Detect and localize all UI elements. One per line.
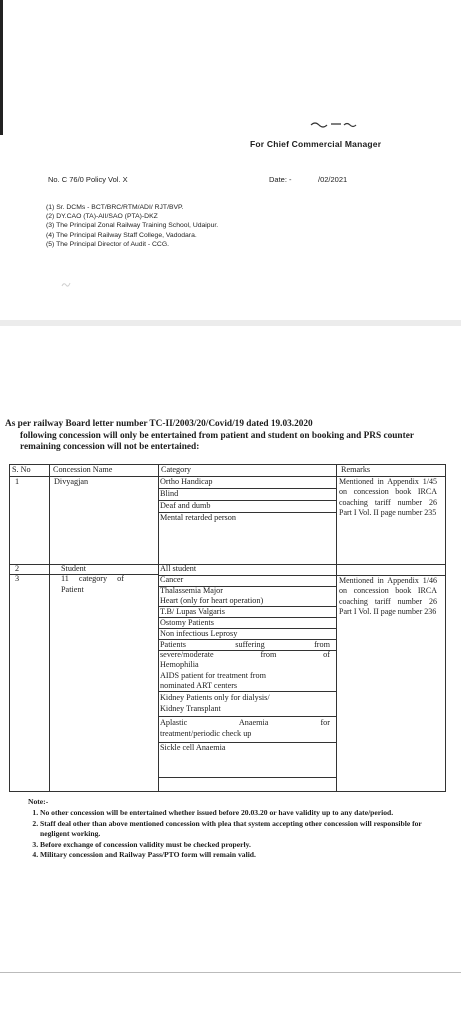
row3-category — [160, 640, 330, 651]
scan-bottom-edge — [0, 972, 461, 973]
header-concession-name: Concession Name — [53, 465, 113, 474]
row2-category: All student — [160, 564, 197, 573]
row1-category: Mental retarded person — [160, 513, 236, 522]
row3-category: Kidney Transplant — [160, 704, 221, 713]
recipient-item: (1) Sr. DCMs - BCT/BRC/RTM/ADI/ RJT/BVP. — [46, 204, 184, 211]
note-item: 4. Military concession and Railway Pass/PTO form will remain valid. — [40, 850, 452, 860]
intro-paragraph — [5, 419, 450, 454]
signature-scrawl — [309, 120, 361, 128]
header-sno: S. No — [12, 465, 31, 474]
note-item: 2. Staff deal other than above mentioned concession with plea that system accepting other concession will responsible for negligent working. — [40, 819, 452, 840]
scan-edge-mark — [0, 0, 3, 135]
letter-page-bottom — [0, 326, 461, 1024]
notes-section — [22, 797, 452, 860]
row3-category: Kidney Patients only for dialysis/ — [160, 693, 270, 702]
row3-category: Cancer — [160, 575, 184, 584]
row1-sno: 1 — [15, 477, 20, 486]
recipient-item: (4) The Principal Railway Staff College, Vadodara. — [46, 231, 197, 239]
row1-category: Ortho Handicap — [160, 477, 213, 486]
row3-category: Hemophilia — [160, 660, 199, 669]
row3-category: Non infectious Leprosy — [160, 629, 238, 638]
letter-page-top — [0, 0, 461, 320]
row3-category: AIDS patient for treatment from — [160, 671, 266, 680]
recipient-item: (5) The Principal Director of Audit - CCG. — [46, 240, 170, 248]
row3-category — [160, 650, 330, 661]
row3-category-text: Aplastic Anaemia for — [160, 718, 330, 727]
row3-category — [160, 718, 330, 729]
row1-name: Divyagjan — [54, 477, 89, 486]
row1-category: Blind — [160, 489, 179, 498]
row3-category: T.B/ Lupas Valgaris — [160, 607, 225, 616]
row3-category: Sickle cell Anaemia — [160, 743, 226, 752]
note-item: 1. No other concession will be entertained whether issued before 20.03.20 or have validity up to any date/period. — [40, 808, 452, 818]
date-value: /02/2021 — [318, 175, 348, 184]
row3-sno: 3 — [15, 574, 20, 583]
note-item: 3. Before exchange of concession validity must be checked properly. — [40, 840, 452, 850]
header-category: Category — [161, 465, 192, 474]
row3-category: nominated ART centers — [160, 681, 238, 690]
row2-name: Student — [61, 564, 87, 573]
scan-smudge — [60, 280, 72, 290]
recipient-item: (2) DY.CAO (TA)-AII/SAO (PTA)-DKZ — [46, 213, 158, 221]
row1-category: Deaf and dumb — [160, 501, 211, 510]
row3-category: Ostomy Patients — [160, 618, 214, 627]
row3-category: Heart (only for heart operation) — [160, 596, 264, 605]
signatory-line: For Chief Commercial Manager — [250, 139, 382, 149]
row2-sno: 2 — [15, 564, 20, 573]
concession-table — [9, 464, 446, 791]
intro-line-1: As per railway Board letter number TC-II/2003/20/Covid/19 dated 19.03.2020 — [5, 419, 313, 429]
notes-heading: Note:- — [28, 797, 49, 806]
row3-category-text: Patients suffering from — [160, 640, 330, 649]
row3-name: 11 category of — [61, 574, 124, 583]
header-remarks: Remarks — [341, 465, 371, 474]
row3-category: Thalassemia Major — [160, 586, 223, 595]
date-label: Date: - — [269, 175, 292, 184]
row3-name-line2: Patient — [61, 585, 84, 594]
row3-category-text: severe/moderate from of — [160, 650, 330, 659]
recipient-list — [46, 203, 218, 249]
intro-line-rest: following concession will only be entertained from patient and student on booking and PRS counter remaining concession will not be entertained: — [20, 430, 414, 452]
row1-remarks: Mentioned in Appendix 1/45 on concession book IRCA coaching tariff number 26 Part I Vol. II page number 235 — [339, 477, 437, 518]
row3-remarks: Mentioned in Appendix 1/46 on concession book IRCA coaching tariff number 26 Part I Vol. II page number 236 — [339, 576, 437, 617]
recipient-item: (3) The Principal Zonal Railway Training School, Udaipur. — [46, 222, 219, 230]
row3-category: treatment/periodic check up — [160, 729, 252, 738]
reference-number: No. C 76/0 Policy Vol. X — [48, 175, 128, 184]
